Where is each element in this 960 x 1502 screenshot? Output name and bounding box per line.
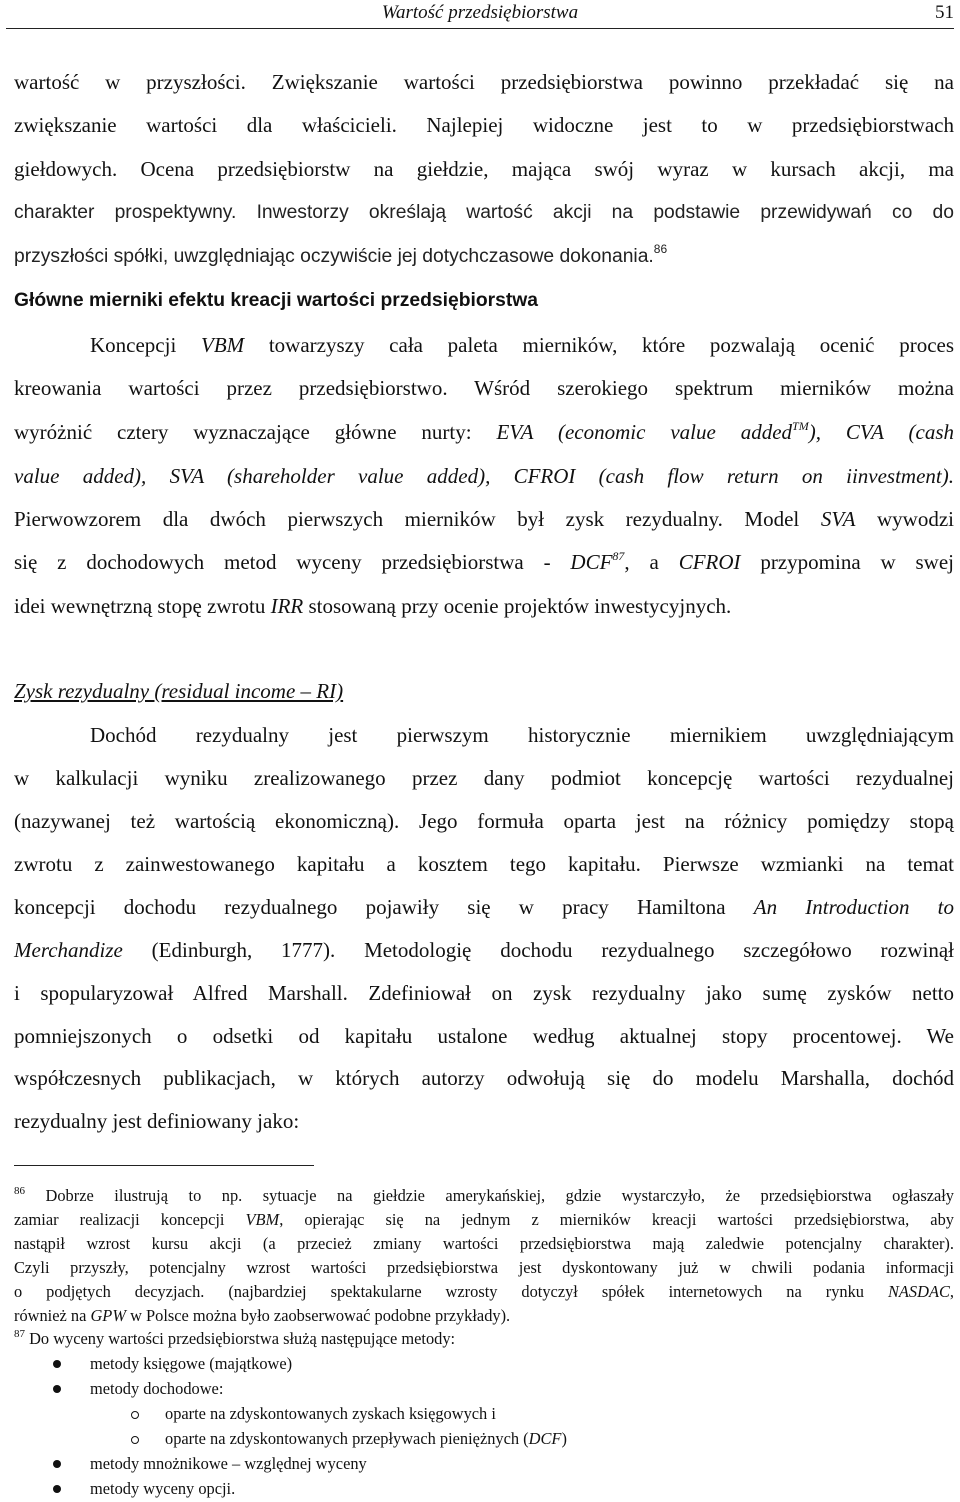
intro-line-5: przyszłości spółki, uwzględniając oczywiście jej dotychczasowe dokonania.$^{86}$ [14, 242, 668, 267]
s1-line-5: Pierwowzorem dla dwóch pierwszych mierników był zysk rezydualny. Model SVA wywodzi [14, 507, 954, 531]
method-sublist-item: oparte na zdyskontowanych zyskach księgowych i [165, 1404, 496, 1423]
bullet-icon [53, 1460, 61, 1468]
bullet-icon [53, 1385, 61, 1393]
s2-line-9: współczesnych publikacjach, w których autorzy odwołują się do modelu Marshalla, dochód [14, 1066, 954, 1090]
s2-line-2: w kalkulacji wyniku zrealizowanego przez dany podmiot koncepcję wartości rezydualnej [14, 766, 954, 790]
s2-line-1: Dochód rezydualny jest pierwszym historycznie miernikiem uwzględniającym [90, 723, 954, 747]
s2-line-7: i spopularyzował Alfred Marshall. Zdefiniował on zysk rezydualny jako sumę zysków netto [14, 981, 954, 1005]
bullet-icon [53, 1360, 61, 1368]
s2-line-3: (nazywanej też wartością ekonomiczną). Jego formuła oparta jest na różnicy pomiędzy stopą [14, 809, 954, 833]
footnote-86-line-5: o podjętych decyzjach. (najbardziej spektakularne wzrosty dotyczył spółek internetowych na rynku NASDAC, [14, 1282, 954, 1301]
footnote-ref-87[interactable]: 87 [612, 549, 625, 563]
intro-line-2: zwiększanie wartości dla właścicieli. Najlepiej widoczne jest to w przedsiębiorstwach [14, 113, 954, 137]
s1-line-3: wyróżnić cztery wyznaczające główne nurty: EVA (economic value added™), CVA (cash [14, 419, 954, 444]
intro-line-3: giełdowych. Ocena przedsiębiorstw na giełdzie, mająca swój wyraz w kursach akcji, ma [14, 157, 954, 181]
method-sublist-item: oparte na zdyskontowanych przepływach pieniężnych (DCF) [165, 1429, 567, 1448]
method-list-item: metody mnożnikowe – względnej wyceny [90, 1454, 367, 1473]
circle-bullet-icon [131, 1436, 139, 1444]
page-number: 51 [935, 2, 954, 23]
method-list-item: metody dochodowe: [90, 1379, 224, 1398]
s2-line-4: zwrotu z zainwestowanego kapitału a kosztem tego kapitału. Pierwsze wzmianki na temat [14, 852, 954, 876]
bullet-icon [53, 1485, 61, 1493]
s2-line-6: Merchandize (Edinburgh, 1777). Metodologię dochodu rezydualnego szczegółowo rozwinął [14, 938, 954, 962]
s2-line-8: pomniejszonych o odsetki od kapitału ustalone według aktualnej stopy procentowej. We [14, 1024, 954, 1048]
footnote-86-line-6: również na GPW w Polsce można było zaobserwować podobne przykłady). [14, 1306, 511, 1325]
section-heading-measures: Główne mierniki efektu kreacji wartości przedsiębiorstwa [14, 290, 538, 311]
footnote-86-line-2: zamiar realizacji koncepcji VBM, opierając się na jednym z mierników kreacji wartości przedsiębiorstwa, aby [14, 1210, 954, 1229]
intro-line-1: wartość w przyszłości. Zwiększanie wartości przedsiębiorstwa powinno przekładać się na [14, 70, 954, 94]
footnote-ref-86[interactable]: 86 [653, 242, 668, 256]
footnote-87-line-1: $^{87}$ Do wyceny wartości przedsiębiorstwa służą następujące metody: [14, 1328, 456, 1348]
method-list-item: metody wyceny opcji. [90, 1479, 236, 1498]
footnote-86-line-1: $^{86}$ Dobrze ilustrują to np. sytuacje na giełdzie amerykańskiej, gdzie wystarczyło, że przedsiębiorstwa ogłaszały [14, 1185, 954, 1205]
s2-line-10: rezydualny jest definiowany jako: [14, 1109, 300, 1133]
footnote-rule [14, 1165, 314, 1166]
header-title: Wartość przedsiębiorstwa [381, 2, 579, 23]
s1-line-1: Koncepcji VBM towarzyszy cała paleta mierników, które pozwalają ocenić proces [90, 333, 955, 357]
footnote-86-line-3: nastąpił wzrost kursu akcji (a przecież zmiany wartości przedsiębiorstwa mają zaledwie potencjalny charakter). [14, 1234, 954, 1253]
method-list-item: metody księgowe (majątkowe) [90, 1354, 293, 1373]
s1-line-2: kreowania wartości przez przedsiębiorstwo. Wśród szerokiego spektrum mierników można [14, 376, 954, 400]
running-header [6, 0, 954, 29]
section-heading-residual-income: Zysk rezydualny (residual income – RI) [14, 679, 344, 703]
s1-line-4: value added), SVA (shareholder value added), CFROI (cash flow return on iinvestment). [14, 464, 954, 488]
footnote-86-line-4: Czyli przyszły, potencjalny wzrost wartości przedsiębiorstwa jest dyskontowany już w chwili podania informacji [14, 1258, 954, 1277]
s1-line-6: się z dochodowych metod wyceny przedsiębiorstwa - DCF$^{87}$, a CFROI przypomina w swej [14, 549, 955, 574]
s1-line-7: idei wewnętrzną stopę zwrotu IRR stosowaną przy ocenie projektów inwestycyjnych. [14, 594, 732, 618]
s2-line-5: koncepcji dochodu rezydualnego pojawiły się w pracy Hamiltona An Introduction to [14, 895, 954, 919]
circle-bullet-icon [131, 1411, 139, 1419]
intro-line-4: charakter prospektywny. Inwestorzy określają wartość akcji na podstawie przewidywań co do [14, 202, 954, 223]
